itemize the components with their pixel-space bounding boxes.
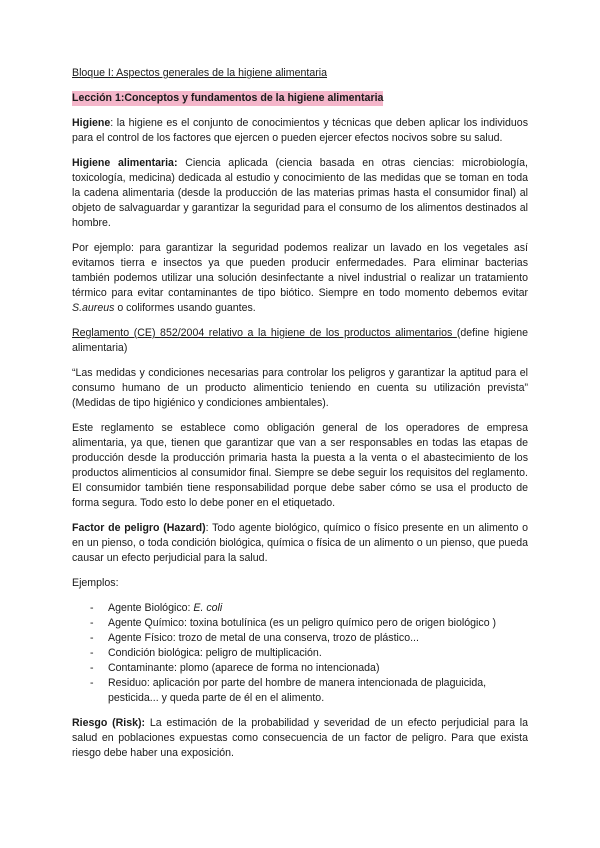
paragraph-reglamento-heading bbox=[72, 326, 528, 356]
document-page bbox=[72, 66, 528, 771]
block-title: Bloque I: Aspectos generales de la higiene alimentaria bbox=[72, 67, 328, 79]
definition-higiene-alimentaria: Ciencia aplicada (ciencia basada en otras ciencias: microbiología, toxicología, medicina) dedicada al estudio y conocimiento de las medidas que se toman en toda la cadena alimentaria (desde la producción de las materias primas hasta el consumidor final) al objeto de salvaguardar y garantizar la seguridad para el consumo de los alimentos destinados al hombre. bbox=[72, 157, 528, 229]
term-higiene-alimentaria: Higiene alimentaria: bbox=[72, 157, 178, 169]
examples-list bbox=[72, 601, 528, 706]
term-hazard: Factor de peligro (Hazard) bbox=[72, 522, 206, 534]
example-tail: o coliformes usando guantes. bbox=[114, 302, 256, 314]
definition-riesgo: La estimación de la probabilidad y severidad de un efecto perjudicial para la salud en poblaciones expuestas como consecuencia de un factor de peligro. Para que exista riesgo debe haber una exposición. bbox=[72, 717, 528, 759]
term-higiene: Higiene bbox=[72, 117, 111, 129]
example-item-text: Agente Físico: trozo de metal de una conserva, trozo de plástico... bbox=[108, 632, 419, 644]
paragraph-reglamento: Este reglamento se establece como obligación general de los operadores de empresa alimentaria, ya que, tienen que garantizar que van a ser responsables en todas las etapas de producción desde la producción primaria hasta la puesta a la venta o el abastecimiento de los productos alimenticios al consumidor final. Siempre se debe seguir los requisitos del reglamento. El consumidor también tiene responsabilidad porque debe saber cómo se usa el producto de forma segura. Todo esto lo debe poner en el etiquetado. bbox=[72, 422, 528, 509]
definition-hazard: : Todo agente biológico, químico o físico presente en un alimento o en un pienso, o toda condición biológica, química o física de un alimento o un pienso, que pueda causar un efecto perjudicial para la salud. bbox=[72, 522, 529, 564]
paragraph-higiene bbox=[72, 116, 528, 146]
example-item-text: Contaminante: plomo (aparece de forma no intencionada) bbox=[108, 662, 380, 674]
definition-higiene: : la higiene es el conjunto de conocimientos y técnicas que deben aplicar los individuos para el control de los factores que ejercen o pueden ejercer efectos nocivos sobre su salud. bbox=[72, 117, 528, 144]
example-item-text: Residuo: aplicación por parte del hombre de manera intencionada de plaguicida, pesticida... y queda parte de él en el alimento. bbox=[108, 677, 487, 704]
reglamento-note: (define higiene alimentaria) bbox=[72, 327, 528, 354]
example-text: Por ejemplo: para garantizar la seguridad podemos realizar un lavado en los vegetales así evitamos tierra e insectos ya que pueden producir enfermedades. Para eliminar bacterias también podemos utilizar una solución desinfectante a nivel industrial o realizar un tratamiento térmico para evitar contaminantes de tipo biótico. Siempre en todo momento debemos evitar bbox=[72, 242, 528, 299]
list-item bbox=[72, 631, 528, 646]
example-item-text: Agente Biológico: bbox=[108, 602, 194, 614]
paragraph-quote: “Las medidas y condiciones necesarias para controlar los peligros y garantizar la aptitud para el consumo humano de un producto alimenticio teniendo en cuenta su utilización prevista” (Medidas de tipo higiénico y condiciones ambientales). bbox=[72, 367, 528, 409]
list-item bbox=[72, 646, 528, 661]
examples-label: Ejemplos: bbox=[72, 577, 119, 589]
list-item bbox=[72, 676, 528, 706]
example-item-text: Condición biológica: peligro de multiplicación. bbox=[108, 647, 322, 659]
list-item bbox=[72, 616, 528, 631]
lesson-title: Lección 1:Conceptos y fundamentos de la higiene alimentaria bbox=[72, 92, 384, 104]
term-riesgo: Riesgo (Risk): bbox=[72, 717, 146, 729]
paragraph-higiene-alimentaria bbox=[72, 156, 528, 231]
list-item bbox=[72, 601, 528, 616]
paragraph-hazard bbox=[72, 521, 528, 566]
paragraph-riesgo bbox=[72, 716, 528, 761]
example-item-italic: E. coli bbox=[193, 602, 223, 614]
paragraph-example bbox=[72, 241, 528, 316]
organism-name: S.aureus bbox=[72, 302, 115, 314]
example-item-text: Agente Químico: toxina botulínica (es un peligro químico pero de origen biológico ) bbox=[108, 617, 497, 629]
list-item bbox=[72, 661, 528, 676]
reglamento-link[interactable]: Reglamento (CE) 852/2004 relativo a la higiene de los productos alimentarios bbox=[72, 327, 457, 339]
